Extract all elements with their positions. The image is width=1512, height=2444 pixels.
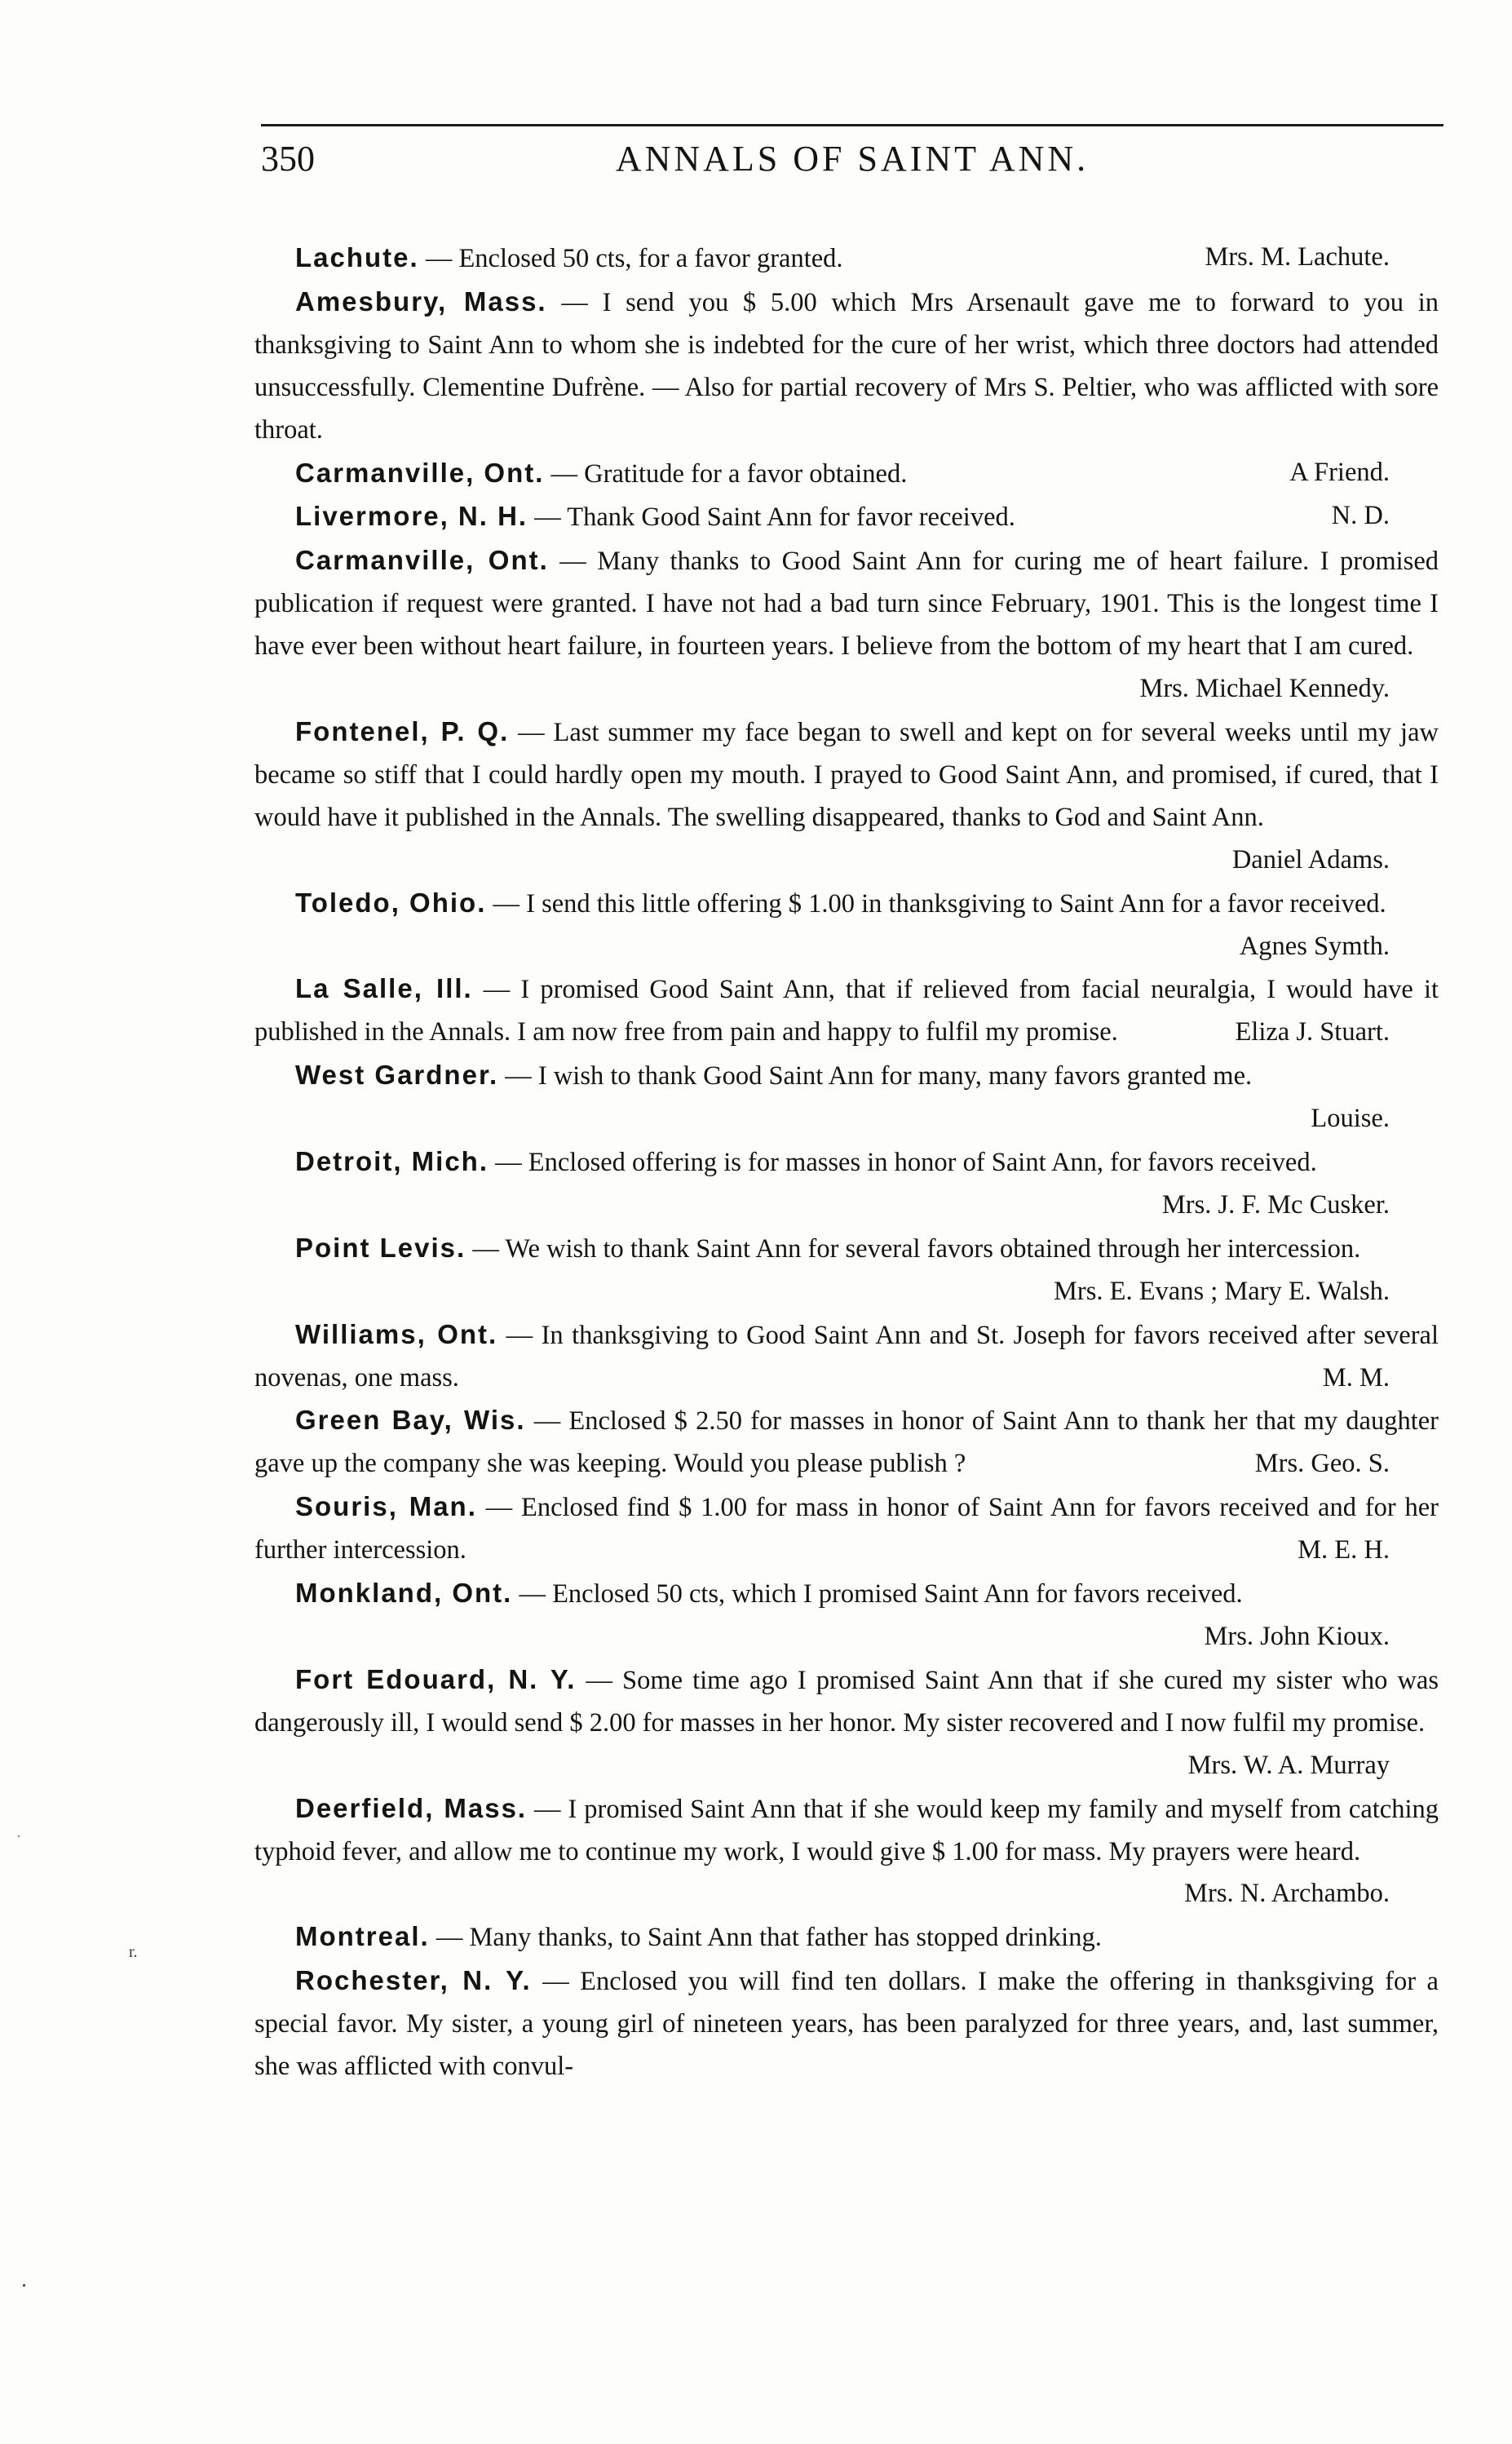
entry-place: Deerfield, Mass. [295, 1792, 528, 1823]
entry-place: Green Bay, Wis. [295, 1405, 526, 1436]
entry [254, 882, 1439, 968]
entry-signature: Eliza J. Stuart. [1235, 1017, 1390, 1047]
entry-place: Montreal. [295, 1921, 430, 1952]
entry-text: — Enclosed $ 2.50 for masses in honor of Saint Ann to thank her that my daughter gave up the company she was keeping. Would you please publish ? [254, 1406, 1439, 1479]
entry [254, 1959, 1439, 2088]
entry [254, 1787, 1439, 1916]
entry-place: Detroit, Mich. [295, 1146, 489, 1177]
entry-signature: Mrs. Geo. S. [1254, 1449, 1390, 1479]
entry-text: — Enclosed 50 cts, for a favor granted. [418, 244, 843, 273]
entry-signature: Daniel Adams. [1231, 844, 1390, 874]
entry-signature: Mrs. John Kioux. [1204, 1622, 1390, 1651]
entry [254, 237, 1439, 281]
entry-text: — In thanksgiving to Good Saint Ann and St. Joseph for favors received after several novenas, one mass. [254, 1320, 1439, 1392]
running-header [261, 135, 1443, 184]
entry-place: Fontenel, P. Q. [295, 715, 510, 746]
header-rule [261, 124, 1443, 126]
entry [254, 495, 1439, 539]
entry-place: Carmanville, Ont. [295, 457, 545, 488]
running-title: ANNALS OF SAINT ANN. [615, 139, 1090, 179]
entry-signature: A Friend. [1289, 457, 1390, 487]
entry [254, 1915, 1439, 1959]
entry-signature: Louise. [1311, 1104, 1390, 1134]
entry-signature: M. E. H. [1298, 1535, 1390, 1565]
entry [254, 1054, 1439, 1140]
entry [254, 1658, 1439, 1787]
entry-signature: Mrs. Michael Kennedy. [1139, 674, 1390, 704]
entry-text: — Enclosed 50 cts, which I promised Saint Ann for favors received. [512, 1579, 1243, 1609]
entry-place: Rochester, N. Y. [295, 1965, 532, 1996]
entry-signature: N. D. [1331, 501, 1390, 531]
entry-text: — Enclosed offering is for masses in honor of Saint Ann, for favors received. [489, 1148, 1317, 1178]
entry-text: — Some time ago I promised Saint Ann that if she cured my sister who was dangerously ill, I would send $ 2.00 for masses in her honor. My sister recovered and I now fulfil my promise. [254, 1665, 1439, 1738]
entry [254, 1399, 1439, 1485]
margin-mark: r. [129, 1943, 138, 1961]
entry-text: — Enclosed you will find ten dollars. I make the offering in thanksgiving for a special favor. My sister, a young girl of nineteen years, has been paralyzed for three years, and, last summer, she was afflicted with convul- [254, 1967, 1439, 2082]
entry [254, 281, 1439, 452]
entry-place: Lachute. [295, 242, 419, 272]
entry-place: Fort Edouard, N. Y. [295, 1663, 577, 1694]
entry-place: Williams, Ont. [295, 1318, 498, 1349]
entry-signature: Mrs. J. F. Mc Cusker. [1161, 1189, 1390, 1220]
entry [254, 711, 1439, 882]
entry-signature: Mrs. W. A. Murray [1187, 1750, 1390, 1780]
entry-text: — I send this little offering $ 1.00 in thanksgiving to Saint Ann for a favor received. [486, 888, 1386, 919]
entry-text: — Thank Good Saint Ann for favor received. [528, 503, 1015, 533]
entry-text: — I wish to thank Good Saint Ann for many, many favors granted me. [498, 1061, 1253, 1091]
entry-place: La Salle, Ill. [295, 973, 473, 1004]
entry-signature: Agnes Symth. [1239, 931, 1390, 961]
entry-place: Carmanville, Ont. [295, 545, 549, 576]
entry [254, 539, 1439, 711]
entry [254, 1313, 1439, 1400]
entry-signature: Mrs. M. Lachute. [1205, 242, 1390, 272]
entry-signature: M. M. [1322, 1362, 1390, 1392]
entry-text: — I promised Saint Ann that if she would keep my family and myself from catching typhoid fever, and allow me to continue my work, I would give $ 1.00 for mass. My prayers were heard. [254, 1794, 1439, 1866]
entry [254, 452, 1439, 496]
entry-signature: Mrs. N. Archambo. [1184, 1879, 1390, 1909]
entry-signature: Mrs. E. Evans ; Mary E. Walsh. [1053, 1276, 1390, 1306]
entry-place: Toledo, Ohio. [295, 887, 487, 918]
entry [254, 1485, 1439, 1572]
entry-text: — I promised Good Saint Ann, that if relieved from facial neuralgia, I would have it published in the Annals. I am now free from pain and happy to fulfil my promise. [254, 975, 1439, 1047]
page-number: 350 [261, 139, 315, 179]
entry-text: — I send you $ 5.00 which Mrs Arsenault gave me to forward to you in thanksgiving to Saint Ann to whom she is indebted for the cure of her wrist, which three doctors had attended unsuccessfully. Clementine Dufrène. — Also for partial recovery of Mrs S. Peltier, who was afflicted with sore throat. [254, 287, 1439, 445]
scan-speck [18, 1835, 20, 1837]
entry-place: Amesbury, Mass. [295, 286, 547, 317]
entry-place: Monkland, Ont. [295, 1578, 513, 1609]
entry-place: West Gardner. [295, 1060, 499, 1091]
entry-text: — We wish to thank Saint Ann for several favors obtained through her intercession. [466, 1233, 1361, 1264]
entry [254, 967, 1439, 1054]
entry [254, 1140, 1439, 1227]
entry-place: Souris, Man. [295, 1491, 477, 1522]
scan-speck [23, 2284, 25, 2287]
entry-text: — Last summer my face began to swell and kept on for several weeks until my jaw became so stiff that I could hardly open my mouth. I prayed to Good Saint Ann, and promised, if cured, that I would have it published in the Annals. The swelling disappeared, thanks to God and Saint Ann. [254, 717, 1439, 832]
entry-text: — Many thanks to Good Saint Ann for curing me of heart failure. I promised publication if request were granted. I have not had a bad turn since February, 1901. This is the longest time I have ever been without heart failure, in fourteen years. I believe from the bottom of my heart that I am cured. [254, 547, 1439, 662]
entry-place: Point Levis. [295, 1232, 466, 1263]
entry-text: — Gratitude for a favor obtained. [544, 458, 908, 489]
entry-text: — Many thanks, to Saint Ann that father has stopped drinking. [429, 1923, 1102, 1953]
page-body [254, 237, 1439, 2088]
entry [254, 1227, 1439, 1313]
entry [254, 1572, 1439, 1658]
entry-place: Livermore, N. H. [295, 501, 528, 532]
entry-text: — Enclosed find $ 1.00 for mass in honor of Saint Ann for favors received and for her further intercession. [254, 1493, 1439, 1565]
